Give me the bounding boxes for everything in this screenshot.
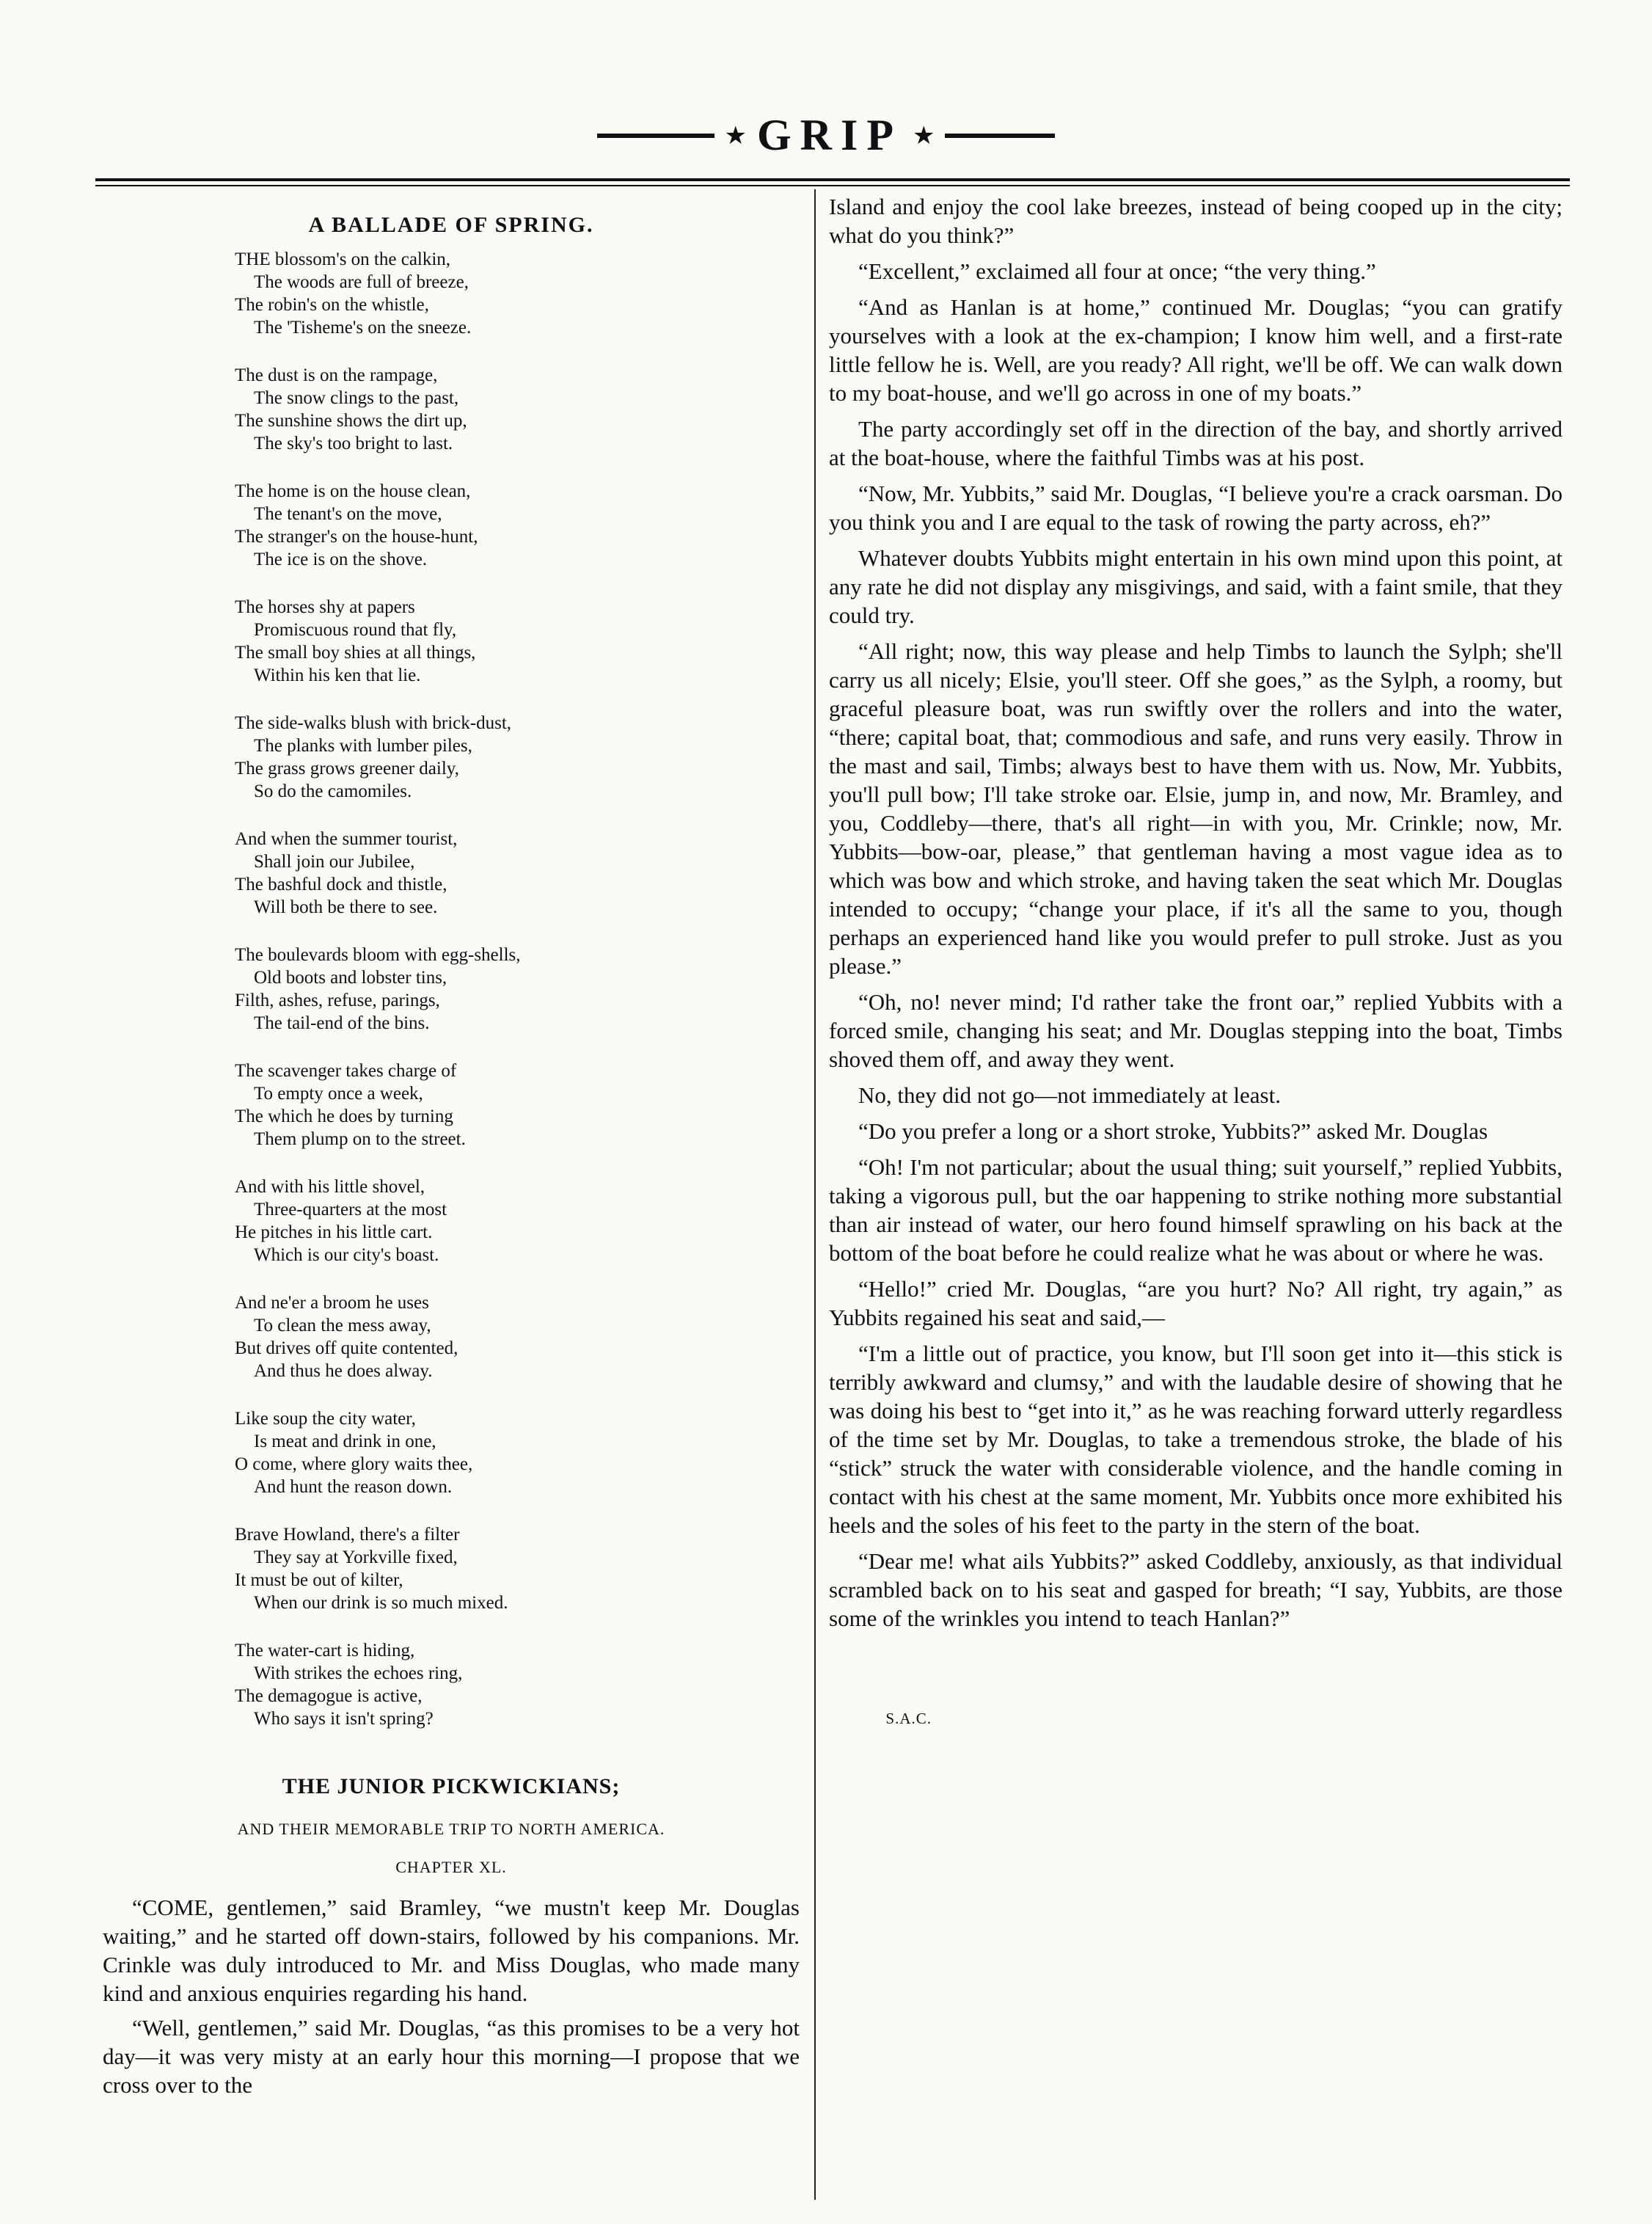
poem-line: They say at Yorkville fixed,	[254, 1547, 458, 1567]
poem-line: The sunshine shows the dirt up,	[235, 411, 467, 431]
poem-line: The 'Tisheme's on the sneeze.	[254, 318, 472, 338]
story-paragraph: “Excellent,” exclaimed all four at once; “the very thing.”	[858, 258, 1376, 284]
story-paragraph: “Well, gentlemen,” said Mr. Douglas, “as this promises to be a very hot day—it was very misty at an early hour this morning—I propose that we cross over to the	[103, 2015, 800, 2098]
poem-line: The planks with lumber piles,	[254, 736, 472, 756]
chapter-heading: CHAPTER XL.	[395, 1858, 507, 1876]
poem-line: With strikes the echoes ring,	[254, 1663, 463, 1683]
poem-line: And with his little shovel,	[235, 1177, 425, 1197]
poem-stanza	[235, 944, 800, 1035]
poem-line: The small boy shies at all things,	[235, 643, 476, 663]
right-column	[829, 192, 1563, 1640]
poem-stanza	[235, 1523, 800, 1614]
poem-stanza	[235, 364, 800, 455]
story-title: THE JUNIOR PICKWICKIANS;	[282, 1774, 621, 1798]
star-ornament-icon: ★	[913, 122, 935, 150]
poem-line: The ice is on the shove.	[254, 550, 428, 569]
story-paragraph: “Hello!” cried Mr. Douglas, “are you hurt? No? All right, try again,” as Yubbits regained his seat and said,—	[829, 1276, 1563, 1330]
poem-line: Promiscuous round that fly,	[254, 620, 457, 640]
poem-stanza	[235, 828, 800, 919]
newspaper-title: GRIP	[757, 111, 902, 159]
story-text-right	[829, 192, 1563, 1633]
masthead-rule-right	[945, 134, 1055, 138]
story-paragraph: “All right; now, this way please and help Timbs to launch the Sylph; she'll carry us all nicely; Elsie, you'll steer. Off she goes,” as the Sylph, a roomy, but graceful pleasure boat, was run swiftly over the rollers and into the water, “there; capital boat, that; commodious and safe, and runs very easily. Throw in the mast and sail, Timbs; always best to have them with us. Now, Mr. Yubbits, you'll pull bow; I'll take stroke oar. Elsie, jump in, and now, Mr. Bramley, and you, Coddleby—there, that's all right—in with you, Mr. Crinkle; now, Mr. Yubbits—bow-oar, please,” that gentleman having a most vague idea as to which was bow and which stroke, and having taken the seat which Mr. Douglas intended to occupy; “change your place, if it's all the same to you, though perhaps an experienced hand like you would prefer to pull stroke. Just as you please.”	[829, 638, 1563, 979]
poem-line: Will both be there to see.	[254, 897, 438, 917]
poem-body	[103, 248, 932, 1730]
poem-line: So do the camomiles.	[254, 781, 412, 801]
poem-line: The water-cart is hiding,	[235, 1641, 415, 1660]
column-divider	[814, 189, 816, 2200]
poem-line: To clean the mess away,	[254, 1316, 431, 1335]
poem-stanza	[235, 1060, 800, 1151]
story-subtitle: AND THEIR MEMORABLE TRIP TO NORTH AMERICA.	[237, 1820, 665, 1838]
poem-line: The tenant's on the move,	[254, 504, 442, 524]
poem-line: The sky's too bright to last.	[254, 434, 453, 453]
poem-line: THE blossom's on the calkin,	[235, 249, 451, 269]
header-rule-thick	[95, 178, 1570, 181]
poem-line: Who says it isn't spring?	[254, 1709, 434, 1729]
poem-line: And hunt the reason down.	[254, 1477, 453, 1497]
poem-line: The which he does by turning	[235, 1106, 453, 1126]
story-paragraph: “And as Hanlan is at home,” continued Mr. Douglas; “you can gratify yourselves with a look at the ex-champion; I know him well, and a first-rate little fellow he is. Well, are you ready? All right, we'll be off. We can walk down to my boat-house, and we'll go across in one of my boats.”	[829, 294, 1563, 406]
poem-line: The home is on the house clean,	[235, 481, 471, 501]
poem-line: The snow clings to the past,	[254, 388, 459, 408]
poem-line: When our drink is so much mixed.	[254, 1593, 508, 1613]
poem-line: But drives off quite contented,	[235, 1338, 458, 1358]
poem-line: O come, where glory waits thee,	[235, 1454, 473, 1474]
poem-line: The boulevards bloom with egg-shells,	[235, 945, 521, 965]
story-paragraph: “I'm a little out of practice, you know, but I'll soon get into it—this stick is terribly awkward and clumsy,” and with the laudable desire of showing that he was doing his best to “get into it,” as he was reaching forward utterly regardless of the time set by Mr. Douglas, to take a tremendous stroke, the blade of his “stick” struck the water with considerable violence, and the handle coming in contact with his chest at the same moment, Mr. Yubbits once more exhibited his heels and the soles of his feet to the party in the stern of the boat.	[829, 1341, 1563, 1538]
left-column	[103, 192, 932, 2105]
masthead-rule-left	[597, 134, 714, 138]
story-paragraph: “Do you prefer a long or a short stroke, Yubbits?” asked Mr. Douglas	[858, 1118, 1488, 1144]
star-ornament-icon: ★	[724, 122, 747, 150]
poem-line: The scavenger takes charge of	[235, 1061, 457, 1081]
masthead	[0, 110, 1652, 169]
poem-line: Which is our city's boast.	[254, 1245, 439, 1265]
poem-line: The demagogue is active,	[235, 1686, 423, 1706]
story-paragraph: The party accordingly set off in the direction of the bay, and shortly arrived at the boat-house, where the faithful Timbs was at his post.	[829, 416, 1563, 470]
poem-line: Shall join our Jubilee,	[254, 852, 415, 872]
poem-line: Brave Howland, there's a filter	[235, 1525, 460, 1545]
poem-line: And when the summer tourist,	[235, 829, 458, 849]
header-rule-thin	[95, 185, 1570, 186]
poem-line: Filth, ashes, refuse, parings,	[235, 991, 440, 1010]
poem-stanza	[235, 480, 800, 571]
poem-signature: S.A.C.	[885, 1710, 932, 1727]
poem-line: And thus he does alway.	[254, 1361, 433, 1381]
poem-line: Them plump on to the street.	[254, 1129, 466, 1149]
poem-stanza	[235, 1175, 800, 1266]
poem-line: Is meat and drink in one,	[254, 1432, 436, 1451]
poem-stanza	[235, 1407, 800, 1498]
poem-line: The stranger's on the house-hunt,	[235, 527, 478, 547]
poem-line: And ne'er a broom he uses	[235, 1293, 429, 1313]
poem-line: Old boots and lobster tins,	[254, 968, 447, 988]
poem-line: The side-walks blush with brick-dust,	[235, 713, 512, 733]
story-paragraph: No, they did not go—not immediately at least.	[858, 1082, 1281, 1108]
poem-line: It must be out of kilter,	[235, 1570, 403, 1590]
story-paragraph: “Now, Mr. Yubbits,” said Mr. Douglas, “I believe you're a crack oarsman. Do you think you and I are equal to the task of rowing the party across, eh?”	[829, 481, 1563, 535]
poem-stanza	[235, 712, 800, 803]
story-paragraph: “COME, gentlemen,” said Bramley, “we mustn't keep Mr. Douglas waiting,” and he started off down-stairs, followed by his companions. Mr. Crinkle was duly introduced to Mr. and Miss Douglas, who made many kind and anxious enquiries regarding his hand.	[103, 1895, 800, 2006]
poem-stanza	[235, 596, 800, 687]
poem-line: The horses shy at papers	[235, 597, 415, 617]
story-text-left	[103, 1893, 800, 2099]
poem-line: He pitches in his little cart.	[235, 1222, 433, 1242]
poem-line: Like soup the city water,	[235, 1409, 416, 1429]
poem-line: The bashful dock and thistle,	[235, 875, 447, 894]
poem-line: The dust is on the rampage,	[235, 365, 438, 385]
poem-line: Within his ken that lie.	[254, 666, 421, 685]
poem-stanza	[235, 248, 800, 339]
poem-line: To empty once a week,	[254, 1084, 423, 1104]
poem-line: The tail-end of the bins.	[254, 1013, 430, 1033]
poem-line: The robin's on the whistle,	[235, 295, 429, 315]
story-paragraph: “Oh, no! never mind; I'd rather take the front oar,” replied Yubbits with a forced smile, changing his seat; and Mr. Douglas stepping into the boat, Timbs shoved them off, and away they went.	[829, 989, 1563, 1072]
poem-stanza	[235, 1639, 932, 1730]
poem-line: The woods are full of breeze,	[254, 272, 469, 292]
poem-line: Three-quarters at the most	[254, 1200, 447, 1219]
story-paragraph: “Oh! I'm not particular; about the usual thing; suit yourself,” replied Yubbits, taking a vigorous pull, but the oar happening to strike nothing more substantial than air instead of water, our hero found himself sprawling on his back at the bottom of the boat before he could realize what he was about or where he was.	[829, 1154, 1563, 1266]
poem-line: The grass grows greener daily,	[235, 759, 459, 779]
poem-stanza	[235, 1291, 800, 1382]
story-paragraph: “Dear me! what ails Yubbits?” asked Coddleby, anxiously, as that individual scrambled back on to his seat and gasped for breath; “I say, Yubbits, are those some of the wrinkles you intend to teach Hanlan?”	[829, 1548, 1563, 1631]
story-paragraph: Island and enjoy the cool lake breezes, instead of being cooped up in the city; what do you think?”	[829, 194, 1563, 248]
story-paragraph: Whatever doubts Yubbits might entertain in his own mind upon this point, at any rate he did not display any misgivings, and said, with a faint smile, that they could try.	[829, 545, 1563, 628]
poem-title: A BALLADE OF SPRING.	[308, 213, 594, 237]
